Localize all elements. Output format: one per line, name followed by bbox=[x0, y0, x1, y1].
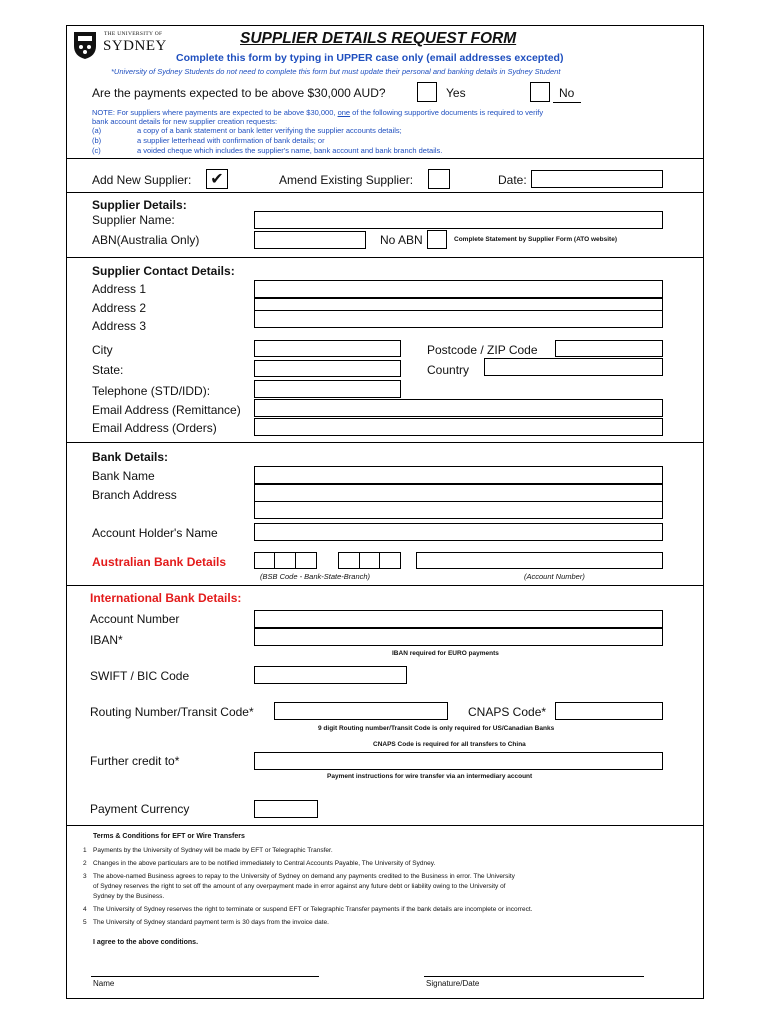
further-credit-field[interactable] bbox=[254, 752, 663, 770]
bsb-digit-2[interactable] bbox=[274, 552, 296, 569]
no-abn-label: No ABN bbox=[380, 233, 423, 247]
supplier-name-label: Supplier Name: bbox=[92, 213, 175, 227]
postcode-field[interactable] bbox=[555, 340, 663, 357]
add-supplier-checkbox[interactable]: ✔ bbox=[206, 169, 228, 189]
account-holder-label: Account Holder's Name bbox=[92, 526, 218, 540]
term-text: Sydney by the Business. bbox=[93, 893, 165, 900]
note-item-a-marker: (a) bbox=[92, 126, 102, 135]
branch-address-label: Branch Address bbox=[92, 488, 177, 502]
routing-label: Routing Number/Transit Code* bbox=[90, 705, 254, 719]
telephone-field[interactable] bbox=[254, 380, 401, 398]
bsb-digit-6[interactable] bbox=[379, 552, 401, 569]
address1-field[interactable] bbox=[254, 280, 663, 298]
cnaps-note: CNAPS Code is required for all transfers to China bbox=[373, 741, 526, 748]
note-item-b: a supplier letterhead with confirmation of bank details; or bbox=[137, 136, 325, 145]
city-label: City bbox=[92, 343, 113, 357]
country-field[interactable] bbox=[484, 358, 663, 376]
name-label: Name bbox=[93, 979, 115, 988]
city-field[interactable] bbox=[254, 340, 401, 357]
note-line2: bank account details for new supplier creation requests: bbox=[92, 117, 278, 126]
address3-label: Address 3 bbox=[92, 319, 147, 333]
note-line1: NOTE: For suppliers where payments are expected to be above $30,000, one of the following supportive documents is required to verify bbox=[92, 108, 544, 117]
bank-name-field[interactable] bbox=[254, 466, 663, 484]
address2-label: Address 2 bbox=[92, 301, 147, 315]
further-credit-label: Further credit to* bbox=[90, 754, 180, 768]
threshold-question: Are the payments expected to be above $30,000 AUD? bbox=[92, 86, 386, 100]
term-text: The University of Sydney standard payment term is 30 days from the invoice date. bbox=[93, 919, 329, 926]
logo-line1: THE UNIVERSITY OF bbox=[104, 31, 163, 37]
account-holder-field[interactable] bbox=[254, 523, 663, 541]
iban-label: IBAN* bbox=[90, 633, 123, 647]
divider bbox=[66, 442, 704, 443]
term-text: Payments by the University of Sydney will be made by EFT or Telegraphic Transfer. bbox=[93, 847, 333, 854]
divider bbox=[66, 192, 704, 193]
note-item-c: a voided cheque which includes the supplier's name, bank account and bank branch details. bbox=[137, 146, 443, 155]
cnaps-label: CNAPS Code* bbox=[468, 705, 547, 719]
bank-name-label: Bank Name bbox=[92, 469, 155, 483]
divider bbox=[66, 257, 704, 258]
bsb-digit-4[interactable] bbox=[338, 552, 360, 569]
postcode-label: Postcode / ZIP Code bbox=[427, 343, 538, 357]
address3-field[interactable] bbox=[254, 310, 663, 328]
state-label: State: bbox=[92, 363, 124, 377]
note-item-b-marker: (b) bbox=[92, 136, 102, 145]
term-number: 2 bbox=[83, 860, 87, 867]
term-number: 1 bbox=[83, 847, 87, 854]
aus-bank-heading: Australian Bank Details bbox=[92, 555, 227, 569]
iban-note: IBAN required for EURO payments bbox=[392, 650, 499, 657]
currency-label: Payment Currency bbox=[90, 802, 190, 816]
form-subtitle: Complete this form by typing in UPPER case only (email addresses excepted) bbox=[176, 52, 564, 64]
bsb-digit-3[interactable] bbox=[295, 552, 317, 569]
email-remittance-field[interactable] bbox=[254, 399, 663, 417]
date-field[interactable] bbox=[531, 170, 663, 188]
signature-date-line bbox=[424, 976, 644, 977]
no-underline bbox=[553, 102, 581, 103]
email-orders-field[interactable] bbox=[254, 418, 663, 436]
email-orders-label: Email Address (Orders) bbox=[92, 421, 217, 435]
intl-account-label: Account Number bbox=[90, 612, 180, 626]
supplier-details-heading: Supplier Details: bbox=[92, 198, 187, 212]
add-supplier-label: Add New Supplier: bbox=[92, 173, 192, 187]
bsb-digit-5[interactable] bbox=[359, 552, 380, 569]
bsb-digit-1[interactable] bbox=[254, 552, 275, 569]
abn-field[interactable] bbox=[254, 231, 366, 249]
bank-heading: Bank Details: bbox=[92, 450, 169, 464]
term-text: The above-named Business agrees to repay to the University of Sydney on demand any payments credited to the Business in error. The University bbox=[93, 873, 515, 880]
yes-checkbox[interactable] bbox=[417, 82, 437, 102]
branch-address-field-2[interactable] bbox=[254, 501, 663, 519]
iban-field[interactable] bbox=[254, 628, 663, 646]
amend-supplier-label: Amend Existing Supplier: bbox=[279, 173, 414, 187]
amend-supplier-checkbox[interactable] bbox=[428, 169, 450, 189]
no-abn-checkbox[interactable] bbox=[427, 230, 447, 249]
divider bbox=[66, 158, 704, 159]
telephone-label: Telephone (STD/IDD): bbox=[92, 384, 211, 398]
form-title: SUPPLIER DETAILS REQUEST FORM bbox=[240, 30, 517, 47]
no-checkbox[interactable] bbox=[530, 82, 550, 102]
logo-line2: SYDNEY bbox=[103, 38, 167, 54]
ato-note: Complete Statement by Supplier Form (ATO website) bbox=[454, 236, 618, 243]
yes-label: Yes bbox=[446, 86, 466, 100]
supplier-name-field[interactable] bbox=[254, 211, 663, 229]
student-note: *University of Sydney Students do not need to complete this form but must update their personal and banking details in Sydney Student bbox=[111, 67, 561, 76]
abn-label: ABN(Australia Only) bbox=[92, 233, 200, 247]
swift-label: SWIFT / BIC Code bbox=[90, 669, 190, 683]
date-label: Date: bbox=[498, 173, 527, 187]
term-number: 4 bbox=[83, 906, 87, 913]
routing-note: 9 digit Routing number/Transit Code is only required for US/Canadian Banks bbox=[318, 725, 555, 732]
signature-date-label: Signature/Date bbox=[426, 979, 480, 988]
further-credit-note: Payment instructions for wire transfer via an intermediary account bbox=[327, 773, 533, 780]
state-field[interactable] bbox=[254, 360, 401, 377]
email-remittance-label: Email Address (Remittance) bbox=[92, 403, 241, 417]
intl-account-field[interactable] bbox=[254, 610, 663, 628]
term-text: The University of Sydney reserves the right to terminate or suspend EFT or Telegraphic Transfer payments if the bank details are incomplete or incorrect. bbox=[93, 906, 533, 913]
crest-icon bbox=[72, 30, 98, 60]
divider bbox=[66, 825, 704, 826]
swift-field[interactable] bbox=[254, 666, 407, 684]
agree-text: I agree to the above conditions. bbox=[93, 939, 199, 946]
term-number: 3 bbox=[83, 873, 87, 880]
branch-address-field-1[interactable] bbox=[254, 484, 663, 502]
account-caption: (Account Number) bbox=[524, 572, 585, 581]
terms-heading: Terms & Conditions for EFT or Wire Transfers bbox=[93, 833, 245, 840]
currency-field[interactable] bbox=[254, 800, 318, 818]
term-text: of Sydney reserves the right to set off the amount of any overpayment made in error against any future debt or liability owing to the University of bbox=[93, 883, 506, 890]
divider bbox=[66, 585, 704, 586]
contact-heading: Supplier Contact Details: bbox=[92, 264, 235, 278]
no-label: No bbox=[559, 86, 575, 100]
account-number-field-aus[interactable] bbox=[416, 552, 663, 569]
address1-label: Address 1 bbox=[92, 282, 147, 296]
term-text: Changes in the above particulars are to be notified immediately to Central Accounts Payable, The University of Sydney. bbox=[93, 860, 436, 867]
routing-field[interactable] bbox=[274, 702, 448, 720]
country-label: Country bbox=[427, 363, 470, 377]
note-item-a: a copy of a bank statement or bank letter verifying the supplier accounts details; bbox=[137, 126, 402, 135]
bsb-caption: (BSB Code - Bank-State-Branch) bbox=[260, 572, 371, 581]
university-logo bbox=[72, 30, 167, 62]
note-item-c-marker: (c) bbox=[92, 146, 101, 155]
intl-bank-heading: International Bank Details: bbox=[90, 591, 242, 605]
name-signature-line bbox=[91, 976, 319, 977]
term-number: 5 bbox=[83, 919, 87, 926]
cnaps-field[interactable] bbox=[555, 702, 663, 720]
